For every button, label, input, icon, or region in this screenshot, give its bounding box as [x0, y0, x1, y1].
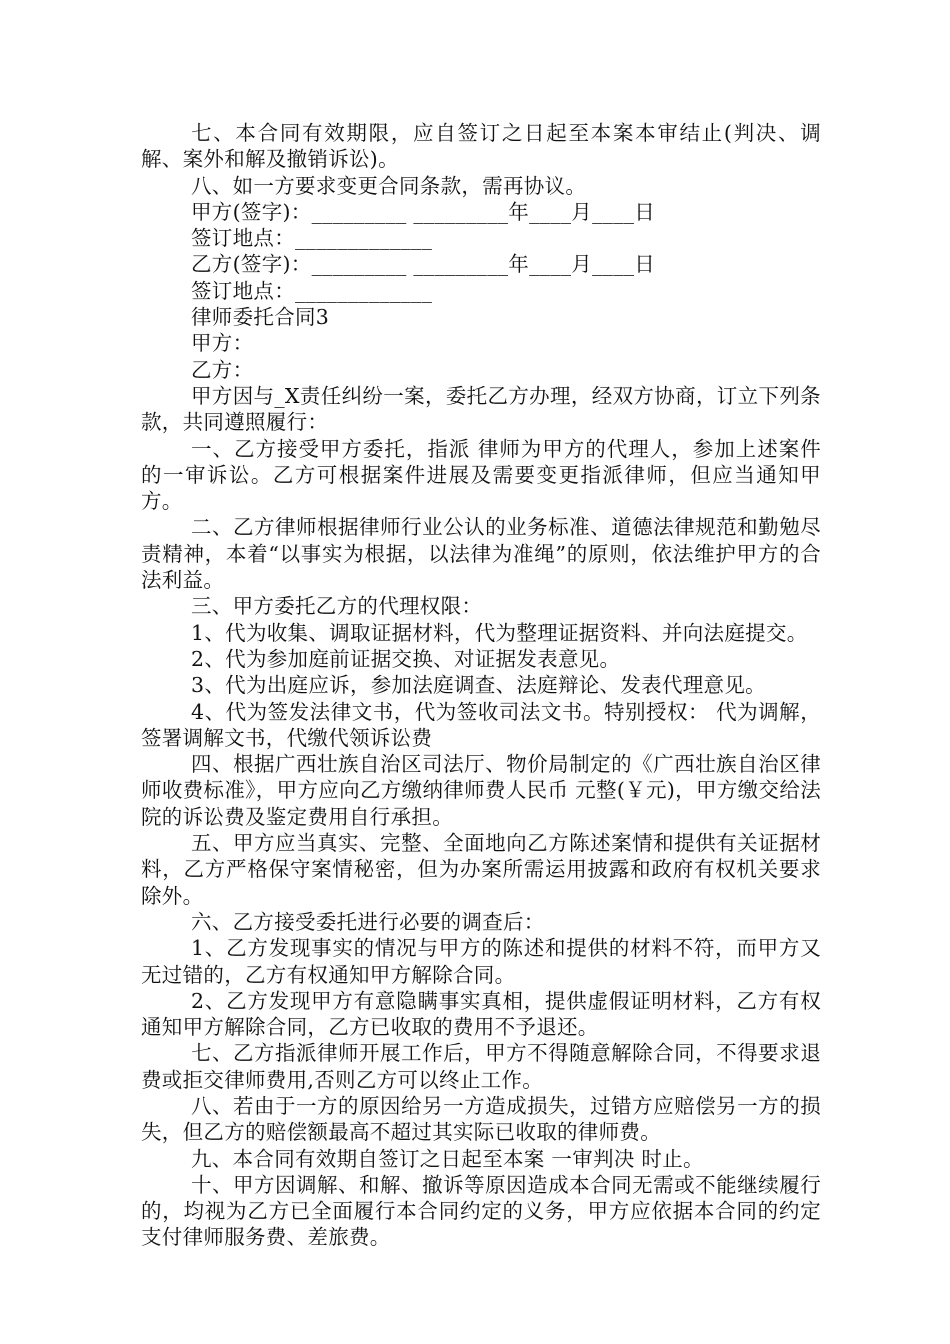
party-b-signature-line: 乙方(签字)：_________ _________年____月____日 [191, 252, 656, 277]
preamble: 甲方因与_X责任纠纷一案，委托乙方办理，经双方协商，订立下列条款，共同遵照履行： [141, 383, 821, 435]
clause-7: 七、乙方指派律师开展工作后，甲方不得随意解除合同，不得要求退费或拒交律师费用,否则乙方可以终止工作。 [141, 1041, 821, 1092]
clause-3-item-1: 1、代为收集、调取证据材料，代为整理证据资料、并向法庭提交。 [191, 620, 808, 645]
clause-1: 一、乙方接受甲方委托，指派 律师为甲方的代理人，参加上述案件的一审诉讼。乙方可根据案件进展及需要变更指派律师，但应当通知甲方。 [141, 436, 821, 514]
clause-6-item-1: 1、乙方发现事实的情况与甲方的陈述和提供的材料不符，而甲方又无过错的，乙方有权通知甲方解除合同。 [141, 936, 821, 987]
clause-10: 十、甲方因调解、和解、撤诉等原因造成本合同无需或不能继续履行的，均视为乙方已全面履行本合同约定的义务，甲方应依据本合同的约定支付律师服务费、差旅费。 [141, 1172, 821, 1250]
party-b-signing-place: 签订地点：_____________ [191, 278, 433, 303]
clause-3-item-2: 2、代为参加庭前证据交换、对证据发表意见。 [191, 646, 621, 671]
clause-4: 四、根据广西壮族自治区司法厅、物价局制定的《广西壮族自治区律师收费标准》，甲方应向乙方缴纳律师费人民币 元整(￥元)，甲方缴交给法院的诉讼费及鉴定费用自行承担。 [141, 752, 821, 829]
contract-title: 律师委托合同3 [191, 305, 330, 330]
party-a-signature-line: 甲方(签字)：_________ _________年____月____日 [191, 199, 656, 224]
clause-6-item-2: 2、乙方发现甲方有意隐瞒事实真相，提供虚假证明材料，乙方有权通知甲方解除合同，乙方已收取的费用不予退还。 [141, 988, 821, 1040]
clause-8: 八、若由于一方的原因给另一方造成损失，过错方应赔偿另一方的损失，但乙方的赔偿额最高不超过其实际已收取的律师费。 [141, 1093, 821, 1145]
clause-2: 二、乙方律师根据律师行业公认的业务标准、道德法律规范和勤勉尽责精神，本着“以事实为根据，以法律为准绳”的原则，依法维护甲方的合法利益。 [141, 515, 821, 593]
clause-8-amendment: 八、如一方要求变更合同条款，需再协议。 [191, 173, 587, 198]
clause-9: 九、本合同有效期自签订之日起至本案 一审判决 时止。 [191, 1146, 704, 1171]
clause-3: 三、甲方委托乙方的代理权限： [191, 594, 483, 619]
clause-6: 六、乙方接受委托进行必要的调查后： [191, 909, 545, 934]
clause-5: 五、甲方应当真实、完整、全面地向乙方陈述案情和提供有关证据材料，乙方严格保守案情秘密，但为办案所需运用披露和政府有权机关要求除外。 [141, 831, 821, 908]
party-b-label: 乙方： [191, 357, 254, 382]
clause-3-item-3: 3、代为出庭应诉，参加法庭调查、法庭辩论、发表代理意见。 [191, 673, 766, 698]
party-a-label: 甲方： [191, 331, 254, 356]
document-page [141, 120, 821, 1251]
clause-7-validity: 七、本合同有效期限，应自签订之日起至本案本审结止(判决、调解、案外和解及撤销诉讼)。 [141, 121, 821, 172]
party-a-signing-place: 签订地点：_____________ [191, 226, 433, 251]
clause-3-item-4: 4、代为签发法律文书，代为签收司法文书。特别授权： 代为调解，签署调解文书，代缴代领诉讼费 [141, 699, 821, 750]
